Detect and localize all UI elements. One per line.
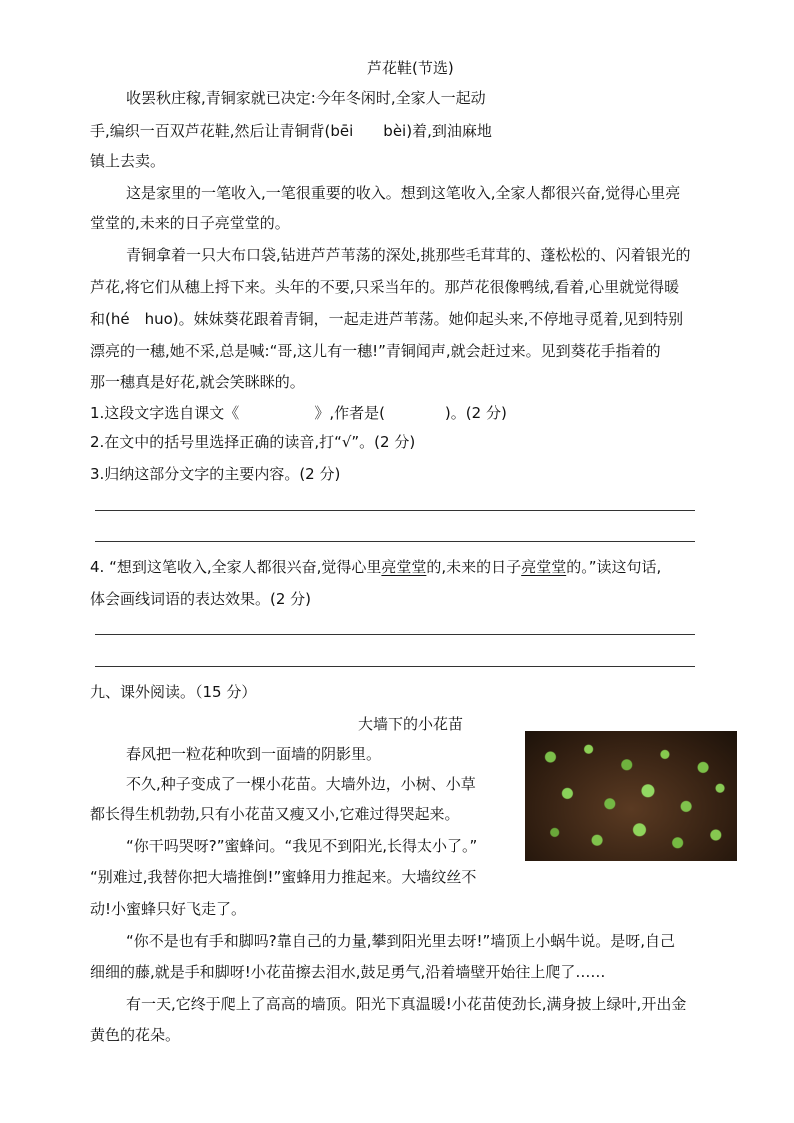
- seedlings-photo: [525, 731, 737, 861]
- story-line: “你干吗哭呀?”蜜蜂问。“我见不到阳光,长得太小了。”: [126, 837, 478, 855]
- underlined-word: 亮堂堂: [521, 558, 567, 576]
- answer-line[interactable]: [95, 634, 695, 635]
- question-3: 3.归纳这部分文字的主要内容。(2 分): [90, 465, 341, 483]
- story-line: 都长得生机勃勃,只有小花苗又瘦又小,它难过得哭起来。: [90, 805, 460, 823]
- passage-line: 青铜拿着一只大布口袋,钻进芦芦苇荡的深处,挑那些毛茸茸的、蓬松松的、闪着银光的: [126, 246, 691, 264]
- passage-line: 这是家里的一笔收入,一笔很重要的收入。想到这笔收入,全家人都很兴奋,觉得心里亮: [126, 184, 681, 202]
- story-line: 黄色的花朵。: [90, 1026, 181, 1044]
- section-heading: 九、课外阅读。（15 分）: [90, 683, 257, 701]
- passage-line: 和(hé huo)。妹妹葵花跟着青铜，一起走进芦苇荡。她仰起头来,不停地寻觅着,见到特别: [90, 310, 684, 328]
- passage-line: 手,编织一百双芦花鞋,然后让青铜背(bēi bèi)着,到油麻地: [90, 122, 492, 140]
- story-line: “你不是也有手和脚吗?靠自己的力量,攀到阳光里去呀!”墙顶上小蜗牛说。是呀,自己: [126, 932, 676, 950]
- question-4-text: 4. “想到这笔收入,全家人都很兴奋,觉得心里: [90, 558, 382, 576]
- question-4-text: 的,未来的日子: [426, 558, 522, 576]
- story-line: 细细的藤,就是手和脚呀!小花苗擦去泪水,鼓足勇气,沿着墙壁开始往上爬了……: [90, 963, 606, 981]
- passage-title: 芦花鞋(节选): [367, 59, 454, 77]
- question-1: 1.这段文字选自课文《 》,作者是( )。(2 分): [90, 404, 507, 422]
- passage-line: 镇上去卖。: [90, 152, 166, 170]
- question-4: [90, 556, 661, 578]
- story-line: “别难过,我替你把大墙推倒!”蜜蜂用力推起来。大墙纹丝不: [90, 868, 477, 886]
- question-2: 2.在文中的括号里选择正确的读音,打“√”。(2 分): [90, 433, 416, 451]
- passage-line: 堂堂的,未来的日子亮堂堂的。: [90, 214, 290, 232]
- story-line: 不久,种子变成了一棵小花苗。大墙外边，小树、小草: [126, 775, 476, 793]
- passage-line: 收罢秋庄稼,青铜家就已决定:今年冬闲时,全家人一起动: [126, 89, 486, 107]
- passage-line: 那一穗真是好花,就会笑眯眯的。: [90, 373, 305, 391]
- answer-line[interactable]: [95, 541, 695, 542]
- story-line: 动!小蜜蜂只好飞走了。: [90, 900, 247, 918]
- story-title: 大墙下的小花苗: [358, 715, 464, 733]
- question-4-text: 的。”读这句话,: [566, 558, 662, 576]
- story-line: 有一天,它终于爬上了高高的墙顶。阳光下真温暖!小花苗使劲长,满身披上绿叶,开出金: [126, 995, 687, 1013]
- story-line: 春风把一粒花种吹到一面墙的阴影里。: [126, 745, 382, 763]
- underlined-word: 亮堂堂: [381, 558, 427, 576]
- passage-line: 漂亮的一穗,她不采,总是喊:“哥,这儿有一穗!”青铜闻声,就会赶过来。见到葵花手指着的: [90, 342, 661, 360]
- answer-line[interactable]: [95, 510, 695, 511]
- answer-line[interactable]: [95, 666, 695, 667]
- passage-line: 芦花,将它们从穗上捋下来。头年的不要,只采当年的。那芦花很像鸭绒,看着,心里就觉得暖: [90, 278, 680, 296]
- question-4-continued: 体会画线词语的表达效果。(2 分): [90, 590, 312, 608]
